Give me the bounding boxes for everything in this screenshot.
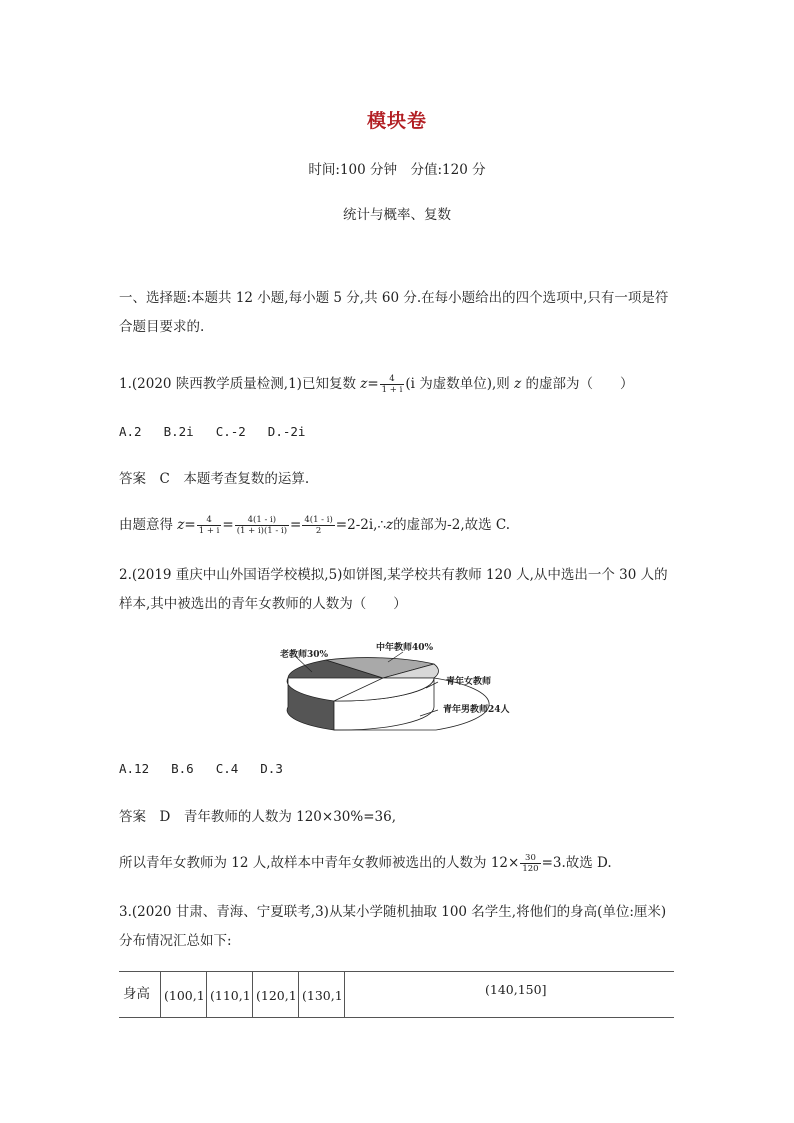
q1-sol-result: =2-2i,∴ [335,517,387,533]
q1-sol-eq-2: = [222,517,234,533]
q2-sol-suffix: =3.故选 D. [541,855,612,871]
q2-option-d: D.3 [260,761,283,776]
q1-sol-var: z [177,517,185,533]
label-young-male: 青年男教师24人 [443,705,510,715]
q1-sol-eq-3: = [290,517,302,533]
q2-sol-frac-num: 30 [520,853,540,864]
q2-option-a: A.12 [119,761,150,776]
q1-option-b: B.2i [163,424,194,439]
q1-sol-var-2: z [386,517,394,533]
q2-option-b: B.6 [171,761,194,776]
q1-option-a: A.2 [119,424,142,439]
q2-options [119,761,305,776]
table-cell: (100,1 [161,972,207,1017]
q1-option-c: C.-2 [215,424,246,439]
q2-sol-frac [520,853,540,874]
q1-frac-den: 1 + i [381,385,403,395]
q1-frac-num: 4 [380,374,405,385]
q1-sol-frac-1 [197,515,222,536]
q1-sol-frac-2-den: (1 + i)(1 - i) [236,526,288,536]
q1-sol-frac-1-den: 1 + i [198,526,220,536]
q1-sol-frac-1-num: 4 [197,515,222,526]
q1-solution [119,513,510,536]
height-table [119,972,674,1017]
q2-answer: 答案 D 青年教师的人数为 120×30%=36, [119,809,396,825]
q1-sol-tail: 的虚部为-2,故选 C. [393,517,511,533]
q1-sol-prefix: 由题意得 [119,517,178,533]
exam-subject: 统计与概率、复数 [343,207,451,223]
q1-sol-frac-2-num: 4(1 - i) [235,515,289,526]
teacher-pie-chart [248,632,548,740]
table-header-cell: 身高 [119,972,161,1017]
label-middle: 中年教师40% [376,643,434,653]
question-3: 3.(2020 甘肃、青海、宁夏联考,3)从某小学随机抽取 100 名学生,将他们的身高(单位:厘米)分布情况汇总如下: [119,904,667,949]
table-cell: (130,1 [299,972,345,1017]
q1-var: z [360,376,368,392]
q2-option-c: C.4 [215,761,239,776]
q1-option-d: D.-2i [267,424,306,439]
question-1 [119,372,633,395]
q1-suffix-b: 的虚部为（ ） [521,376,634,392]
q2-sol-prefix: 所以青年女教师为 12 人,故样本中青年女教师被选出的人数为 12× [119,855,520,871]
pie-side-old [287,678,334,730]
q1-suffix-a: (i 为虚数单位),则 [405,376,515,392]
q1-var-2: z [514,376,522,392]
table-cell: (120,1 [253,972,299,1017]
label-young-female: 青年女教师 [446,677,492,687]
q1-prefix: 1.(2020 陕西教学质量检测,1)已知复数 [119,376,361,392]
exam-meta: 时间:100 分钟 分值:120 分 [308,162,486,178]
section-intro: 一、选择题:本题共 12 小题,每小题 5 分,共 60 分.在每小题给出的四个选项中,只有一项是符合题目要求的. [119,290,669,335]
q1-sol-frac-3-num: 4(1 - i) [304,515,333,525]
height-table-frame [119,971,674,1018]
q1-sol-eq-1: = [184,517,196,533]
q1-sol-frac-3 [302,515,334,536]
q2-sol-frac-den: 120 [522,864,539,874]
q1-sol-frac-3-den: 2 [315,526,322,536]
table-cell: (110,1 [207,972,253,1017]
label-old: 老教师30% [280,650,329,660]
q1-eq: = [367,376,379,392]
q2-solution [119,851,612,874]
q1-fraction [380,374,405,395]
q1-sol-frac-2 [235,515,289,536]
q1-options [119,424,327,439]
table-row [119,972,674,1017]
table-cell: (140,150] [485,982,547,997]
q1-answer: 答案 C 本题考查复数的运算. [119,471,310,487]
page-title: 模块卷 [366,110,427,132]
question-2: 2.(2019 重庆中山外国语学校模拟,5)如饼图,某学校共有教师 120 人,从中选出一个 30 人的样本,其中被选出的青年女教师的人数为（ ） [119,567,668,612]
